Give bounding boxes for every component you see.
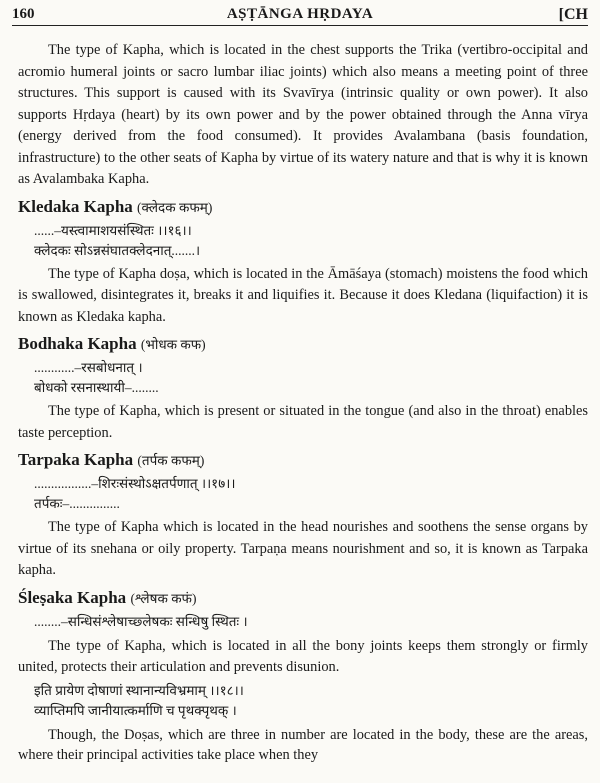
bodhaka-verse [34, 358, 588, 398]
verse-line: .................–शिरःसंस्थोऽक्षतर्पणात् ।।१७।। [34, 476, 236, 491]
avalambaka-paragraph: The type of Kapha, which is located in the chest supports the Trika (vertibro-occipital and acromio humeral joints or sacro lumbar iliac joints) which also means a meeting point of three structures. This support is caused with its Svavīrya (intrinsic quality or own power). It also supports Hṛdaya (heart) by its own power and by the power obtained through the Anna vīrya (energy derived from the food consumed). It provides Avalambana (basis foundation, infrastructure) to the other seats of Kapha by virtue of its watery nature and that is why it is known as Avalambaka Kapha. [18, 42, 588, 187]
page-number: 160 [12, 6, 35, 22]
slesaka-heading [18, 585, 588, 612]
bodhaka-title-devanagari: (भोधक कफ) [140, 337, 206, 352]
kledaka-heading [18, 194, 588, 221]
verse-line: तर्पकः–............... [34, 496, 120, 511]
chapter-mark: [CH [558, 6, 588, 23]
bodhaka-paragraph: The type of Kapha, which is present or situated in the tongue (and also in the throat) enables taste perception. [18, 403, 588, 441]
slesaka-title-devanagari: (श्लेषक कफं) [130, 590, 197, 606]
bodhaka-title: Bodhaka Kapha [18, 334, 137, 353]
verse-line: ............–रसबोधनात् । [34, 360, 143, 375]
kledaka-paragraph: The type of Kapha doṣa, which is located in the Āmāśaya (stomach) moistens the food which is swallowed, disintegrates it, breaks it and liquifies it. Because it does Kledana (liquifaction) it is known as Kledaka kapha. [18, 265, 588, 325]
running-title: AṢṬĀNGA HṚDAYA [226, 6, 374, 22]
bodhaka-heading [18, 331, 588, 358]
slesaka-verse [34, 612, 588, 632]
closing-verse [34, 681, 588, 721]
verse-line: क्लेदकः सोऽन्नसंघातक्लेदनात्.......। [34, 242, 201, 258]
verse-line: व्याप्तिमपि जानीयात्कर्माणि च पृथक्पृथक् । [34, 702, 237, 718]
verse-line: ......–यस्त्वामाशयसंस्थितः ।।१६।। [34, 222, 192, 238]
header-rule [12, 25, 588, 26]
page-body [18, 40, 588, 765]
page-header [12, 2, 588, 26]
verse-line: बोधको रसनास्थायी–........ [34, 380, 159, 395]
kledaka-verse [34, 221, 588, 261]
tarpaka-verse [34, 474, 588, 514]
tarpaka-title-devanagari: (तर्पक कफम्) [137, 453, 205, 468]
verse-line: ........–सन्धिसंश्लेषाच्छ्लेषकः सन्धिषु स्थितः । [34, 613, 248, 629]
tarpaka-paragraph: The type of Kapha which is located in the head nourishes and soothens the sense organs by virtue of its snehana or oily property. Tarpaṇa means nourishment and so, it is known as Tarpaka kapha. [18, 519, 588, 578]
tarpaka-title: Tarpaka Kapha [18, 450, 134, 469]
tarpaka-heading [18, 447, 588, 474]
kledaka-title-devanagari: (क्लेदक कफम्) [137, 199, 213, 215]
kledaka-title: Kledaka Kapha [18, 196, 133, 216]
slesaka-title: Śleṣaka Kapha [18, 587, 127, 607]
closing-paragraph: Though, the Doṣas, which are three in number are located in the body, these are the areas, where their principal activities take place when they [18, 726, 588, 763]
slesaka-paragraph: The type of Kapha, which is located in all the bony joints keeps them strongly or firmly united, protects their articulation and prevents disunion. [18, 637, 588, 675]
verse-line: इति प्रायेण दोषाणां स्थानान्यविभ्रमाम् ।।१८।। [34, 682, 244, 698]
